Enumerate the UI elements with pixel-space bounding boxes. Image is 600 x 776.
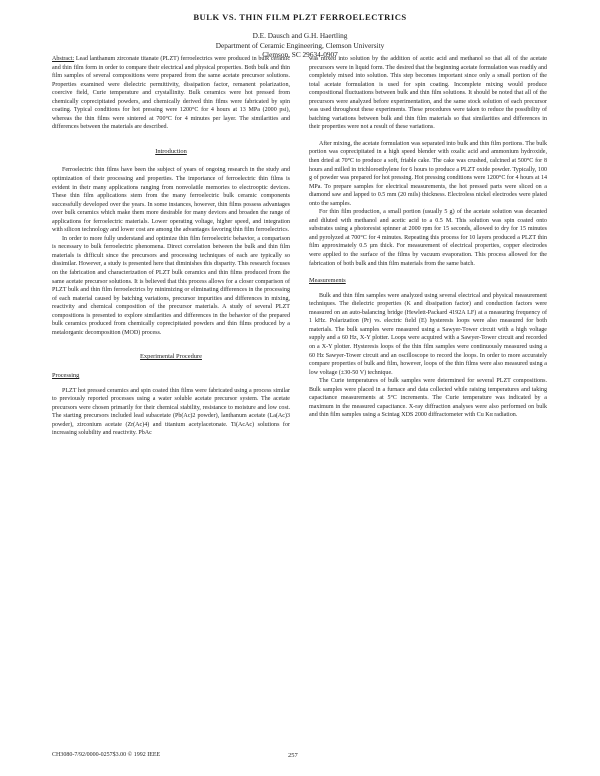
copyright-footer: CH3080-7/92/0000-0257$3.00 © 1992 IEEE: [52, 752, 161, 758]
intro-paragraph-1: Ferroelectric thin films have been the subject of years of ongoing research in the study and optimization of their processing and properties. The importance of ferroelectric thin films is evident in their many applications ranging from nonvolatile memories to electrooptic devices. These thin film applications stem from the many ferroelectric bulk ceramic components successfully developed over the years. In some instances, however, thin films possess advantages over bulk ceramics which make them more desirable for many devices and broaden the range of applications for ferroelectric materials. Lower operating voltage, higher speed, and integration with silicon technology and lower cost are among the advantages favoring thin film ferroelectrics.: [52, 167, 290, 234]
location: Clemson, SC 29634-0907: [262, 50, 338, 60]
abstract-label: Abstract:: [52, 56, 75, 62]
introduction-heading: Introduction: [155, 147, 187, 155]
measurements-heading: Measurements: [309, 277, 346, 285]
affiliation: Department of Ceramic Engineering, Clemson University: [215, 40, 385, 50]
left-column: [52, 55, 290, 438]
abstract-paragraph: [52, 55, 290, 132]
paper-title: BULK VS. THIN FILM PLZT FERROELECTRICS: [193, 12, 407, 22]
intro-paragraph-2: In order to more fully understand and optimize thin film ferroelectric behavior, a comparison is necessary to bulk ferroelectric phenomena. Direct correlation between the bulk and thin film materials is difficult since the precursors and processing techniques of each are typically so dissimilar. However, a study is presented here that diminishes this disparity. This research focuses on the fabrication and characterization of PLZT bulk ceramics and thin films produced from the same acetate precursor solutions. It is believed that this process allows for a closer comparison of PLZT bulk and thin film ferroelectrics by minimizing or eliminating differences in the processing of each material caused by batching variations, precursor impurities and differences in mixing, reactivity and chemical composition of the precursor materials. A study of several PLZT compositions is presented to explore similarities and differences in the behavior of the prepared bulk ceramics produced from chemically coprecipitated powders and thin films produced by a metalorganic decomposition (MOD) process.: [52, 235, 290, 336]
authors: D.E. Dausch and G.H. Haertling: [252, 31, 348, 40]
measurements-paragraph-1: Bulk and thin film samples were analyzed using several electrical and physical measurement techniques. The dielectric properties (K and dissipation factor) and conduction factors were measured on an auto-balancing bridge (Hewlett-Packard 4192A LF) at a measuring frequency of 1 kHz. Polarization (Pr) vs. electric field (E) hysteresis loops were also measured for both materials. The bulk samples were measured using a Sawyer-Tower circuit with a high voltage supply and a 60 Hz, X-Y plotter. Loops were acquired with a Sawyer-Tower circuit and recorded on a X-Y plotter. Hysteresis loops of the thin film samples were continuously measured using a 60 Hz Sawyer-Tower circuit and an oscilloscope to record the loops. In order to more accurately compare properties of bulk and film, however, loops of the thin films were also measured using a low voltage (±30-50 V) technique.: [309, 292, 547, 376]
measurements-paragraph-2: The Curie temperatures of bulk samples were determined for several PLZT compositions. Bulk samples were placed in a furnace and data collected while raising temperatures and taking capacitance measurements at 5°C increments. The Curie temperature was indicated by a maximum in the measured capacitance. X-ray diffraction analyses were also performed on bulk and thin film samples using a Scintag XDS 2000 diffractometer with Cu Kα radiation.: [309, 378, 547, 419]
bulk-processing-paragraph: After mixing, the acetate formulation was separated into bulk and thin film portions. The bulk portion was coprecipitated in a high speed blender with oxalic acid and ammonium hydroxide, then dried at 70°C to produce a soft, friable cake. The cake was crushed, calcined at 500°C for 8 hours and milled in trichloroethylene for 6 hours to produce a PLZT oxide powder. Typically, 100 g of powder was prepared for hot pressing. Hot pressing conditions were 1200°C for 4 hours at 14 MPa. To prepare samples for electrical measurements, the hot pressed parts were sliced on a diamond saw and lapped to 0.5 mm (20 mils) thickness. Electroless nickel electrodes were plated onto the samples.: [309, 140, 547, 207]
thin-film-paragraph: For thin film production, a small portion (usually 5 g) of the acetate solution was decanted and diluted with methanol and acetic acid to a 0.5 M. This solution was spin coated onto substrates using a photoresist spinner at 2000 rpm for 15 seconds, allowed to dry for 15 minutes and pyrolyzed at 700°C for 4 minutes. Repeating this process for 10 layers produced a PLZT thin film approximately 0.5 µm thick. For measurement of electrical properties, copper electrodes were applied to the surface of the films by vacuum evaporation. This process allowed for the fabrication of both bulk and thin film materials from the same batch.: [309, 209, 547, 267]
processing-heading: Processing: [52, 371, 80, 379]
page-number: 257: [288, 752, 298, 759]
experimental-heading: Experimental Procedure: [140, 353, 202, 361]
abstract-text: Lead lanthanum zirconate titanate (PLZT) ferroelectrics were produced in bulk ceramic and thin film form in order to compare their electrical and physical properties. Both bulk and thin film samples of several compositions were prepared from the same acetate precursor solutions. Properties examined were dielectric permittivity, dissipation factor, remanent polarization, coercive field, Curie temperature and crystallinity. Bulk ceramics were hot pressed from chemically coprecipitated powders, and chemically derived thin films were fabricated by spin coating. Typical conditions for hot pressing were 1200°C for 4 hours at 13 MPa (2000 psi), whereas the thin films were sintered at 700°C for 4 minutes per layer. The similarities and differences between the materials are described.: [52, 56, 290, 131]
continued-paragraph: was mixed into solution by the addition of acetic acid and methanol so that all of the acetate precursors were in liquid form. The desired that the beginning acetate formulation was readily and completely mixed into solution. This step becomes important since only a small portion of the total acetate formulation is used for spin coating. Incomplete mixing would produce compositional fluctuations between bulk and thin film solutions. It should be noted that all of the precursors were analyzed before experimentation, and the same stock solution of each precursor was used throughout these experiments. These procedures were taken to reduce the possibility of batching variations between bulk and thin film materials so that similarities and differences in their properties were not a result of these variations.: [309, 56, 547, 131]
right-column: [309, 55, 547, 420]
processing-paragraph: PLZT hot pressed ceramics and spin coated thin films were fabricated using a process similar to previously reported processes using a water soluble acetate precursor system. The acetate precursors were chosen primarily for their chemical stability, resistance to moisture and low cost. The starting precursors included lead subacetate (Pb(Ac)2 powder), lanthanum acetate (La(Ac)3 powder), zirconium acetate (Zr(Ac)4) and titanium acetylacetonate. Ti(AcAc) solutions for increasing solubility and reactivity. PbAc: [52, 387, 290, 437]
